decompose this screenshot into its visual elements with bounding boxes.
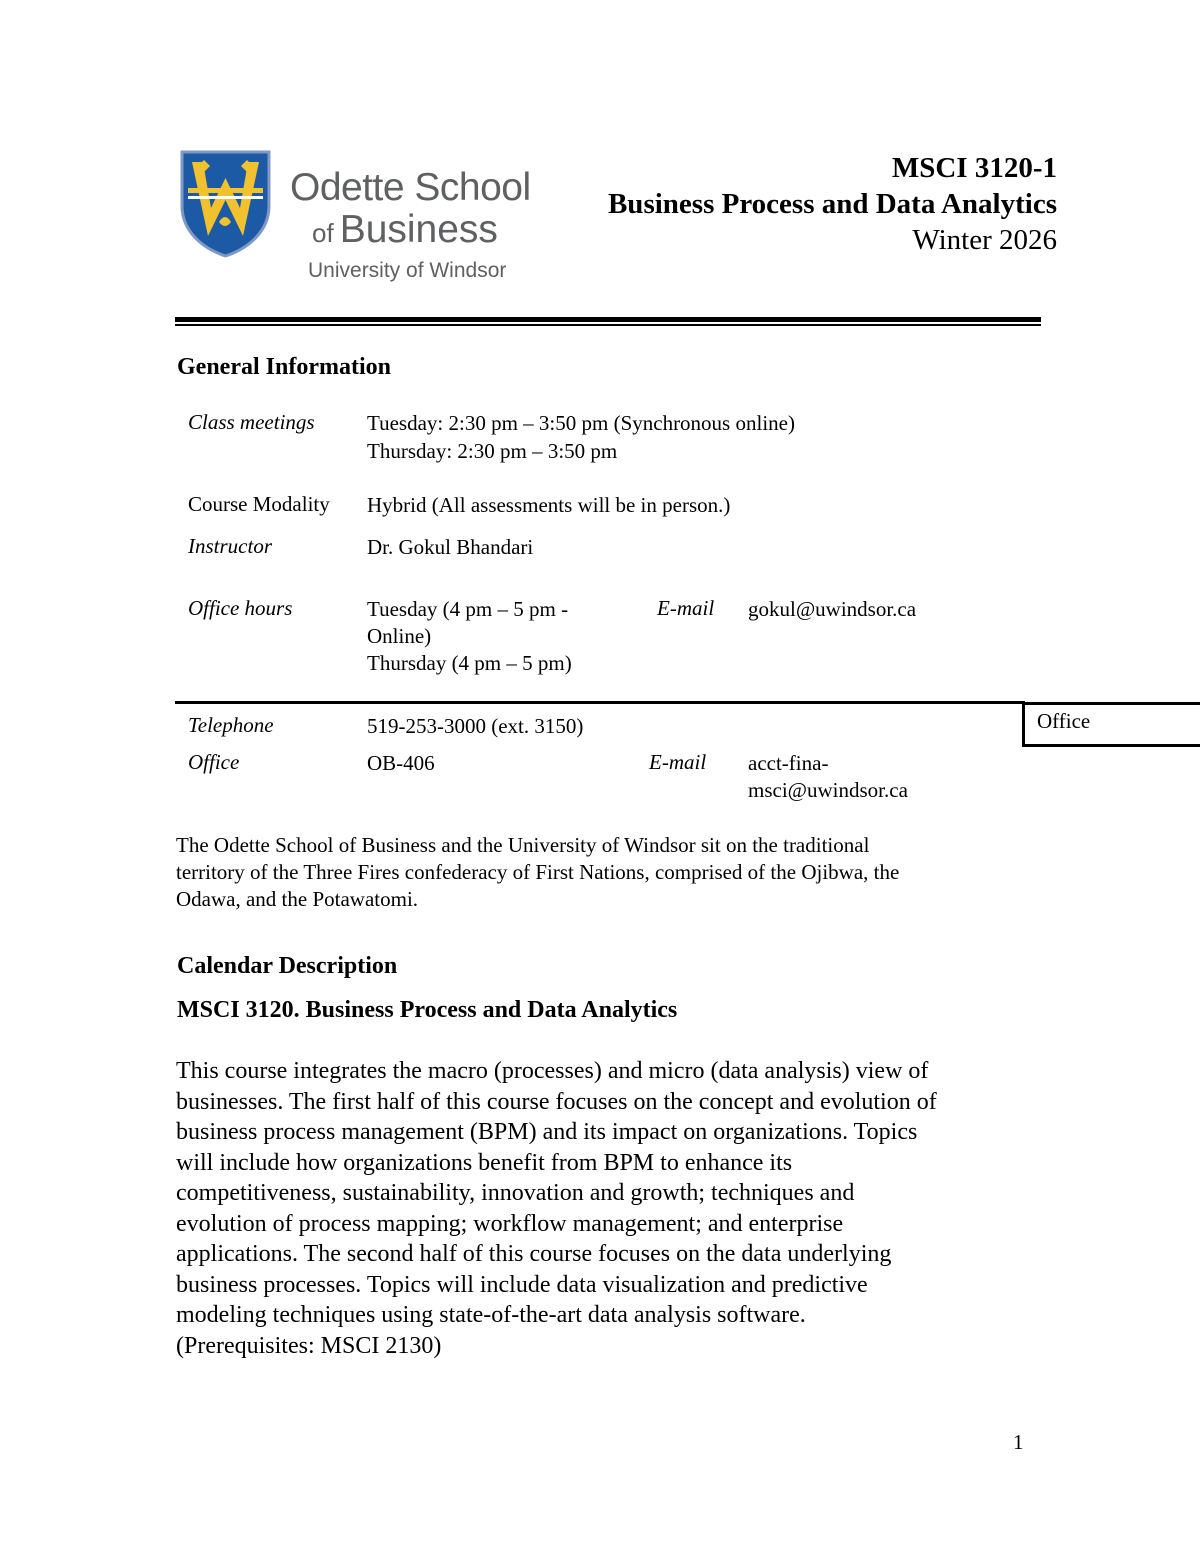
email-link[interactable]: gokul@uwindsor.ca: [748, 597, 917, 621]
class-meetings-line-1: Tuesday: 2:30 pm – 3:50 pm (Synchronous online): [367, 411, 795, 435]
land-acknowledgement: [176, 832, 1016, 913]
modality-label: Course Modality: [188, 492, 330, 516]
logo-line-3: University of Windsor: [308, 259, 507, 282]
header-rule-thin: [175, 324, 1041, 326]
email2-line-1[interactable]: acct-fina-: [748, 751, 829, 775]
modality-value: Hybrid (All assessments will be in person.): [367, 493, 731, 517]
table-divider: [175, 701, 1025, 704]
office-hours-line-2: Online): [367, 624, 432, 648]
office-label: Office: [188, 750, 240, 774]
logo-line-2-main: Business: [339, 208, 498, 251]
side-box-label: Office: [1037, 709, 1091, 733]
course-title: Business Process and Data Analytics: [607, 188, 1057, 220]
university-shield-icon: [178, 148, 273, 260]
course-term: Winter 2026: [912, 224, 1057, 256]
email2-line-2[interactable]: msci@uwindsor.ca: [748, 778, 908, 802]
logo-line-1: Odette School: [290, 166, 531, 209]
land-ack-line-1: The Odette School of Business and the University of Windsor sit on the traditional: [176, 833, 870, 857]
description-line: evolution of process mapping; workflow management; and enterprise: [176, 1210, 844, 1237]
office-value: OB-406: [367, 751, 435, 775]
description-line: modeling techniques using state-of-the-art data analysis software.: [176, 1302, 806, 1328]
page-number: 1: [1013, 1430, 1024, 1454]
description-line: applications. The second half of this course focuses on the data underlying: [176, 1241, 892, 1267]
description-line: businesses. The first half of this course focuses on the concept and evolution of: [176, 1088, 937, 1115]
description-line: (Prerequisites: MSCI 2130): [176, 1332, 442, 1359]
office-hours-line-3: Thursday (4 pm – 5 pm): [367, 651, 572, 675]
office-hours-line-1: Tuesday (4 pm – 5 pm -: [367, 597, 569, 621]
calendar-heading: Calendar Description: [177, 953, 398, 979]
instructor-value: Dr. Gokul Bhandari: [367, 535, 534, 559]
calendar-description: [176, 1056, 1036, 1361]
calendar-course-heading: MSCI 3120. Business Process and Data Analytics: [177, 997, 678, 1023]
email2-label: E-mail: [649, 750, 707, 774]
office-hours-label: Office hours: [188, 596, 293, 620]
header-rule-thick: [175, 317, 1041, 322]
description-line: This course integrates the macro (processes) and micro (data analysis) view of: [176, 1058, 929, 1084]
course-code: MSCI 3120-1: [891, 152, 1057, 184]
telephone-value: 519-253-3000 (ext. 3150): [367, 714, 584, 738]
description-line: competitiveness, sustainability, innovation and growth; techniques and: [176, 1180, 855, 1206]
description-line: business process management (BPM) and its impact on organizations. Topics: [176, 1119, 918, 1145]
land-ack-line-2: territory of the Three Fires confederacy of First Nations, comprised of the Ojibwa, the: [176, 860, 900, 884]
land-ack-line-3: Odawa, and the Potawatomi.: [176, 887, 419, 911]
instructor-label: Instructor: [188, 534, 272, 558]
description-line: will include how organizations benefit from BPM to enhance its: [176, 1149, 793, 1176]
class-meetings-line-2: Thursday: 2:30 pm – 3:50 pm: [367, 439, 618, 463]
general-info-heading: General Information: [177, 354, 391, 380]
logo-line-2: [312, 208, 498, 252]
logo-line-2-small: of: [312, 218, 334, 248]
class-meetings-label: Class meetings: [188, 410, 315, 434]
telephone-label: Telephone: [188, 713, 274, 737]
office-side-box: [1022, 702, 1200, 747]
description-line: business processes. Topics will include data visualization and predictive: [176, 1271, 868, 1298]
email-label: E-mail: [657, 596, 715, 620]
